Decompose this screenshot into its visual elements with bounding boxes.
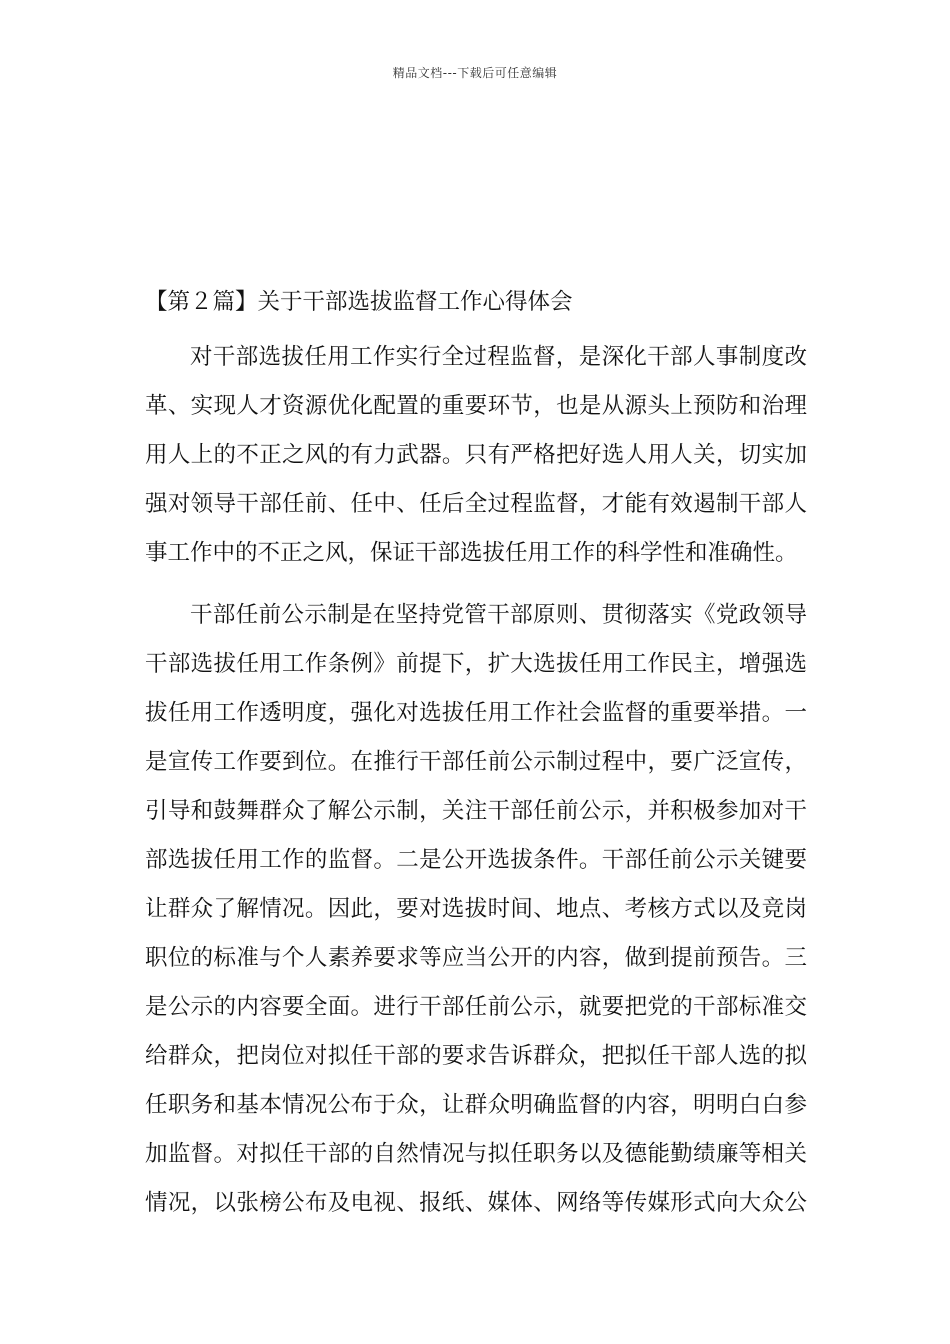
paragraph-line: 事工作中的不正之风，保证干部选拔任用工作的科学性和准确性。	[145, 540, 798, 566]
paragraph-line: 用人上的不正之风的有力武器。只有严格把好选人用人关，切实加	[145, 442, 807, 468]
paragraph-line: 引导和鼓舞群众了解公示制，关注干部任前公示，并积极参加对干	[145, 798, 807, 824]
paragraph-line: 给群众，把岗位对拟任干部的要求告诉群众，把拟任干部人选的拟	[145, 1043, 807, 1069]
paragraph-line: 部选拔任用工作的监督。二是公开选拔条件。干部任前公示关键要	[145, 847, 807, 873]
paragraph-line: 拔任用工作透明度，强化对选拔任用工作社会监督的重要举措。一	[145, 700, 807, 726]
document-title: 【第２篇】关于干部选拔监督工作心得体会	[145, 289, 573, 315]
paragraph-1	[145, 333, 807, 578]
paragraph-line: 情况，以张榜公布及电视、报纸、媒体、网络等传媒形式向大众公	[145, 1190, 807, 1216]
paragraph-line: 是公示的内容要全面。进行干部任前公示，就要把党的干部标准交	[145, 994, 807, 1020]
paragraph-line: 革、实现人才资源优化配置的重要环节，也是从源头上预防和治理	[145, 393, 807, 419]
page-header: 精品文档---下载后可任意编辑	[392, 66, 558, 80]
paragraph-line: 让群众了解情况。因此，要对选拔时间、地点、考核方式以及竞岗	[145, 896, 807, 922]
paragraph-line: 是宣传工作要到位。在推行干部任前公示制过程中，要广泛宣传，	[145, 749, 807, 775]
paragraph-line: 干部任前公示制是在坚持党管干部原则、贯彻落实《党政领导	[190, 602, 807, 628]
paragraph-line: 对干部选拔任用工作实行全过程监督，是深化干部人事制度改	[190, 344, 807, 370]
paragraph-line: 任职务和基本情况公布于众，让群众明确监督的内容，明明白白参	[145, 1092, 807, 1118]
document-body	[145, 284, 807, 1228]
paragraph-line: 加监督。对拟任干部的自然情况与拟任职务以及德能勤绩廉等相关	[145, 1141, 807, 1167]
paragraph-line: 强对领导干部任前、任中、任后全过程监督，才能有效遏制干部人	[145, 491, 807, 517]
paragraph-line: 干部选拔任用工作条例》前提下，扩大选拔任用工作民主，增强选	[145, 651, 807, 677]
paragraph-line: 职位的标准与个人素养要求等应当公开的内容，做到提前预告。三	[145, 945, 807, 971]
paragraph-2	[145, 591, 807, 1228]
